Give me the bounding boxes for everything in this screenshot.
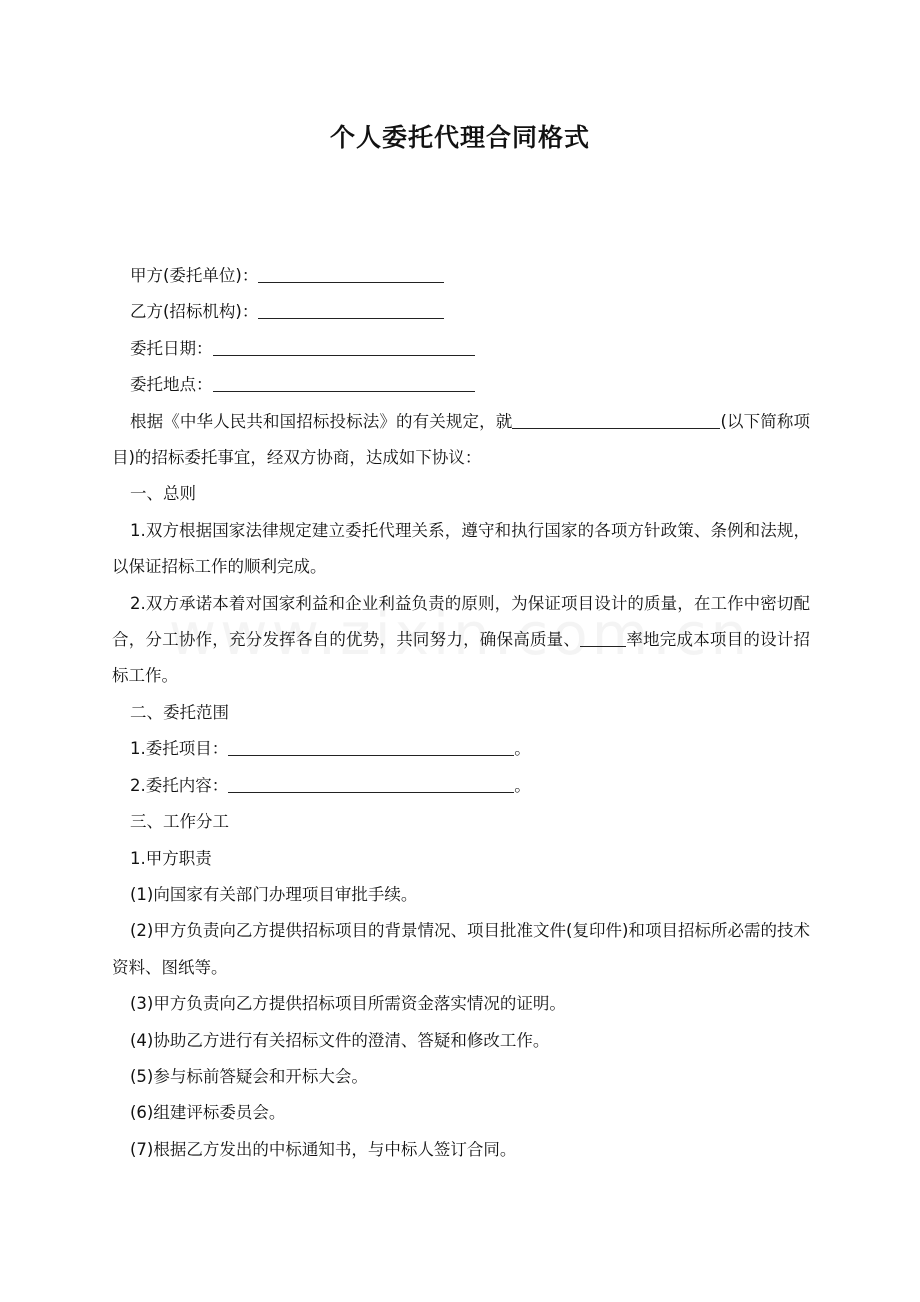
list-item (112, 986, 810, 1022)
fill-blank (258, 301, 444, 319)
paragraph-text: (2)甲方负责向乙方提供招标项目的背景情况、项目批准文件(复印件)和项目招标所必需的技术资料、图纸等。 (112, 921, 810, 977)
paragraph-text: (4)协助乙方进行有关招标文件的澄清、答疑和修改工作。 (130, 1030, 550, 1050)
paragraph-text: 1.双方根据国家法律规定建立委托代理关系，遵守和执行国家的各项方针政策、条例和法规，以保证招标工作的顺利完成。 (112, 520, 810, 577)
paragraph-1-2 (112, 586, 810, 695)
fill-blank (213, 338, 475, 356)
paragraph-text: 根据《中华人民共和国招标投标法》的有关规定，就 (130, 411, 513, 431)
paragraph-text: 二、委托范围 (130, 702, 229, 722)
fill-blank (580, 629, 626, 647)
list-item (112, 1059, 810, 1095)
paragraph-text: (6)组建评标委员会。 (130, 1103, 286, 1123)
fill-blank (512, 410, 720, 428)
fill-blank (228, 738, 514, 756)
paragraph-1-1 (112, 513, 810, 586)
paragraph-2-2 (112, 768, 810, 804)
paragraph-preamble (112, 404, 810, 477)
document-title: 个人委托代理合同格式 (329, 123, 590, 152)
list-item (112, 1023, 810, 1059)
paragraph-2-1 (112, 731, 810, 767)
section-heading-3 (112, 804, 810, 840)
fill-blank (213, 374, 475, 392)
document-body (112, 258, 810, 1168)
paragraph-text: 甲方(委托单位)： (130, 266, 259, 285)
paragraph-text: 一、总则 (130, 484, 196, 504)
paragraph-text: 1.甲方职责 (130, 848, 212, 868)
paragraph-party-b (112, 294, 810, 330)
list-item (112, 1095, 810, 1131)
section-heading-1 (112, 476, 810, 512)
paragraph-text-after: 。 (514, 739, 531, 759)
list-item (112, 1132, 810, 1168)
paragraph-date (112, 331, 810, 367)
list-item (112, 913, 810, 986)
paragraph-text: (5)参与标前答疑会和开标大会。 (130, 1066, 368, 1086)
paragraph-text-after: 率地完成本项目的设计招标工作。 (112, 630, 811, 686)
list-item (112, 877, 810, 913)
paragraph-text-after: 。 (514, 775, 531, 795)
section-heading-2 (112, 695, 810, 731)
paragraph-party-a (112, 258, 810, 294)
paragraph-text: (7)根据乙方发出的中标通知书，与中标人签订合同。 (130, 1139, 517, 1159)
paragraph-text: 乙方(招标机构)： (130, 302, 259, 322)
paragraph-text: 2.双方承诺本着对国家利益和企业利益负责的原则，为保证项目设计的质量，在工作中密切配合，分工协作，充分发挥各自的优势，共同努力，确保高质量、 (112, 593, 810, 650)
paragraph-text: 2.委托内容： (130, 775, 229, 795)
subsection-heading-3-1 (112, 841, 810, 877)
paragraph-text: 委托地点： (130, 375, 213, 395)
paragraph-text: 1.委托项目： (130, 739, 229, 759)
paragraph-text: 三、工作分工 (130, 812, 229, 832)
paragraph-text-after: (以下简称项目)的招标委托事宜，经双方协商，达成如下协议： (112, 411, 811, 468)
paragraph-text: (3)甲方负责向乙方提供招标项目所需资金落实情况的证明。 (130, 994, 566, 1014)
fill-blank (228, 774, 514, 792)
paragraph-location (112, 367, 810, 403)
paragraph-text: 委托日期： (130, 338, 213, 358)
fill-blank (258, 265, 444, 283)
paragraph-text: (1)向国家有关部门办理项目审批手续。 (130, 884, 418, 904)
